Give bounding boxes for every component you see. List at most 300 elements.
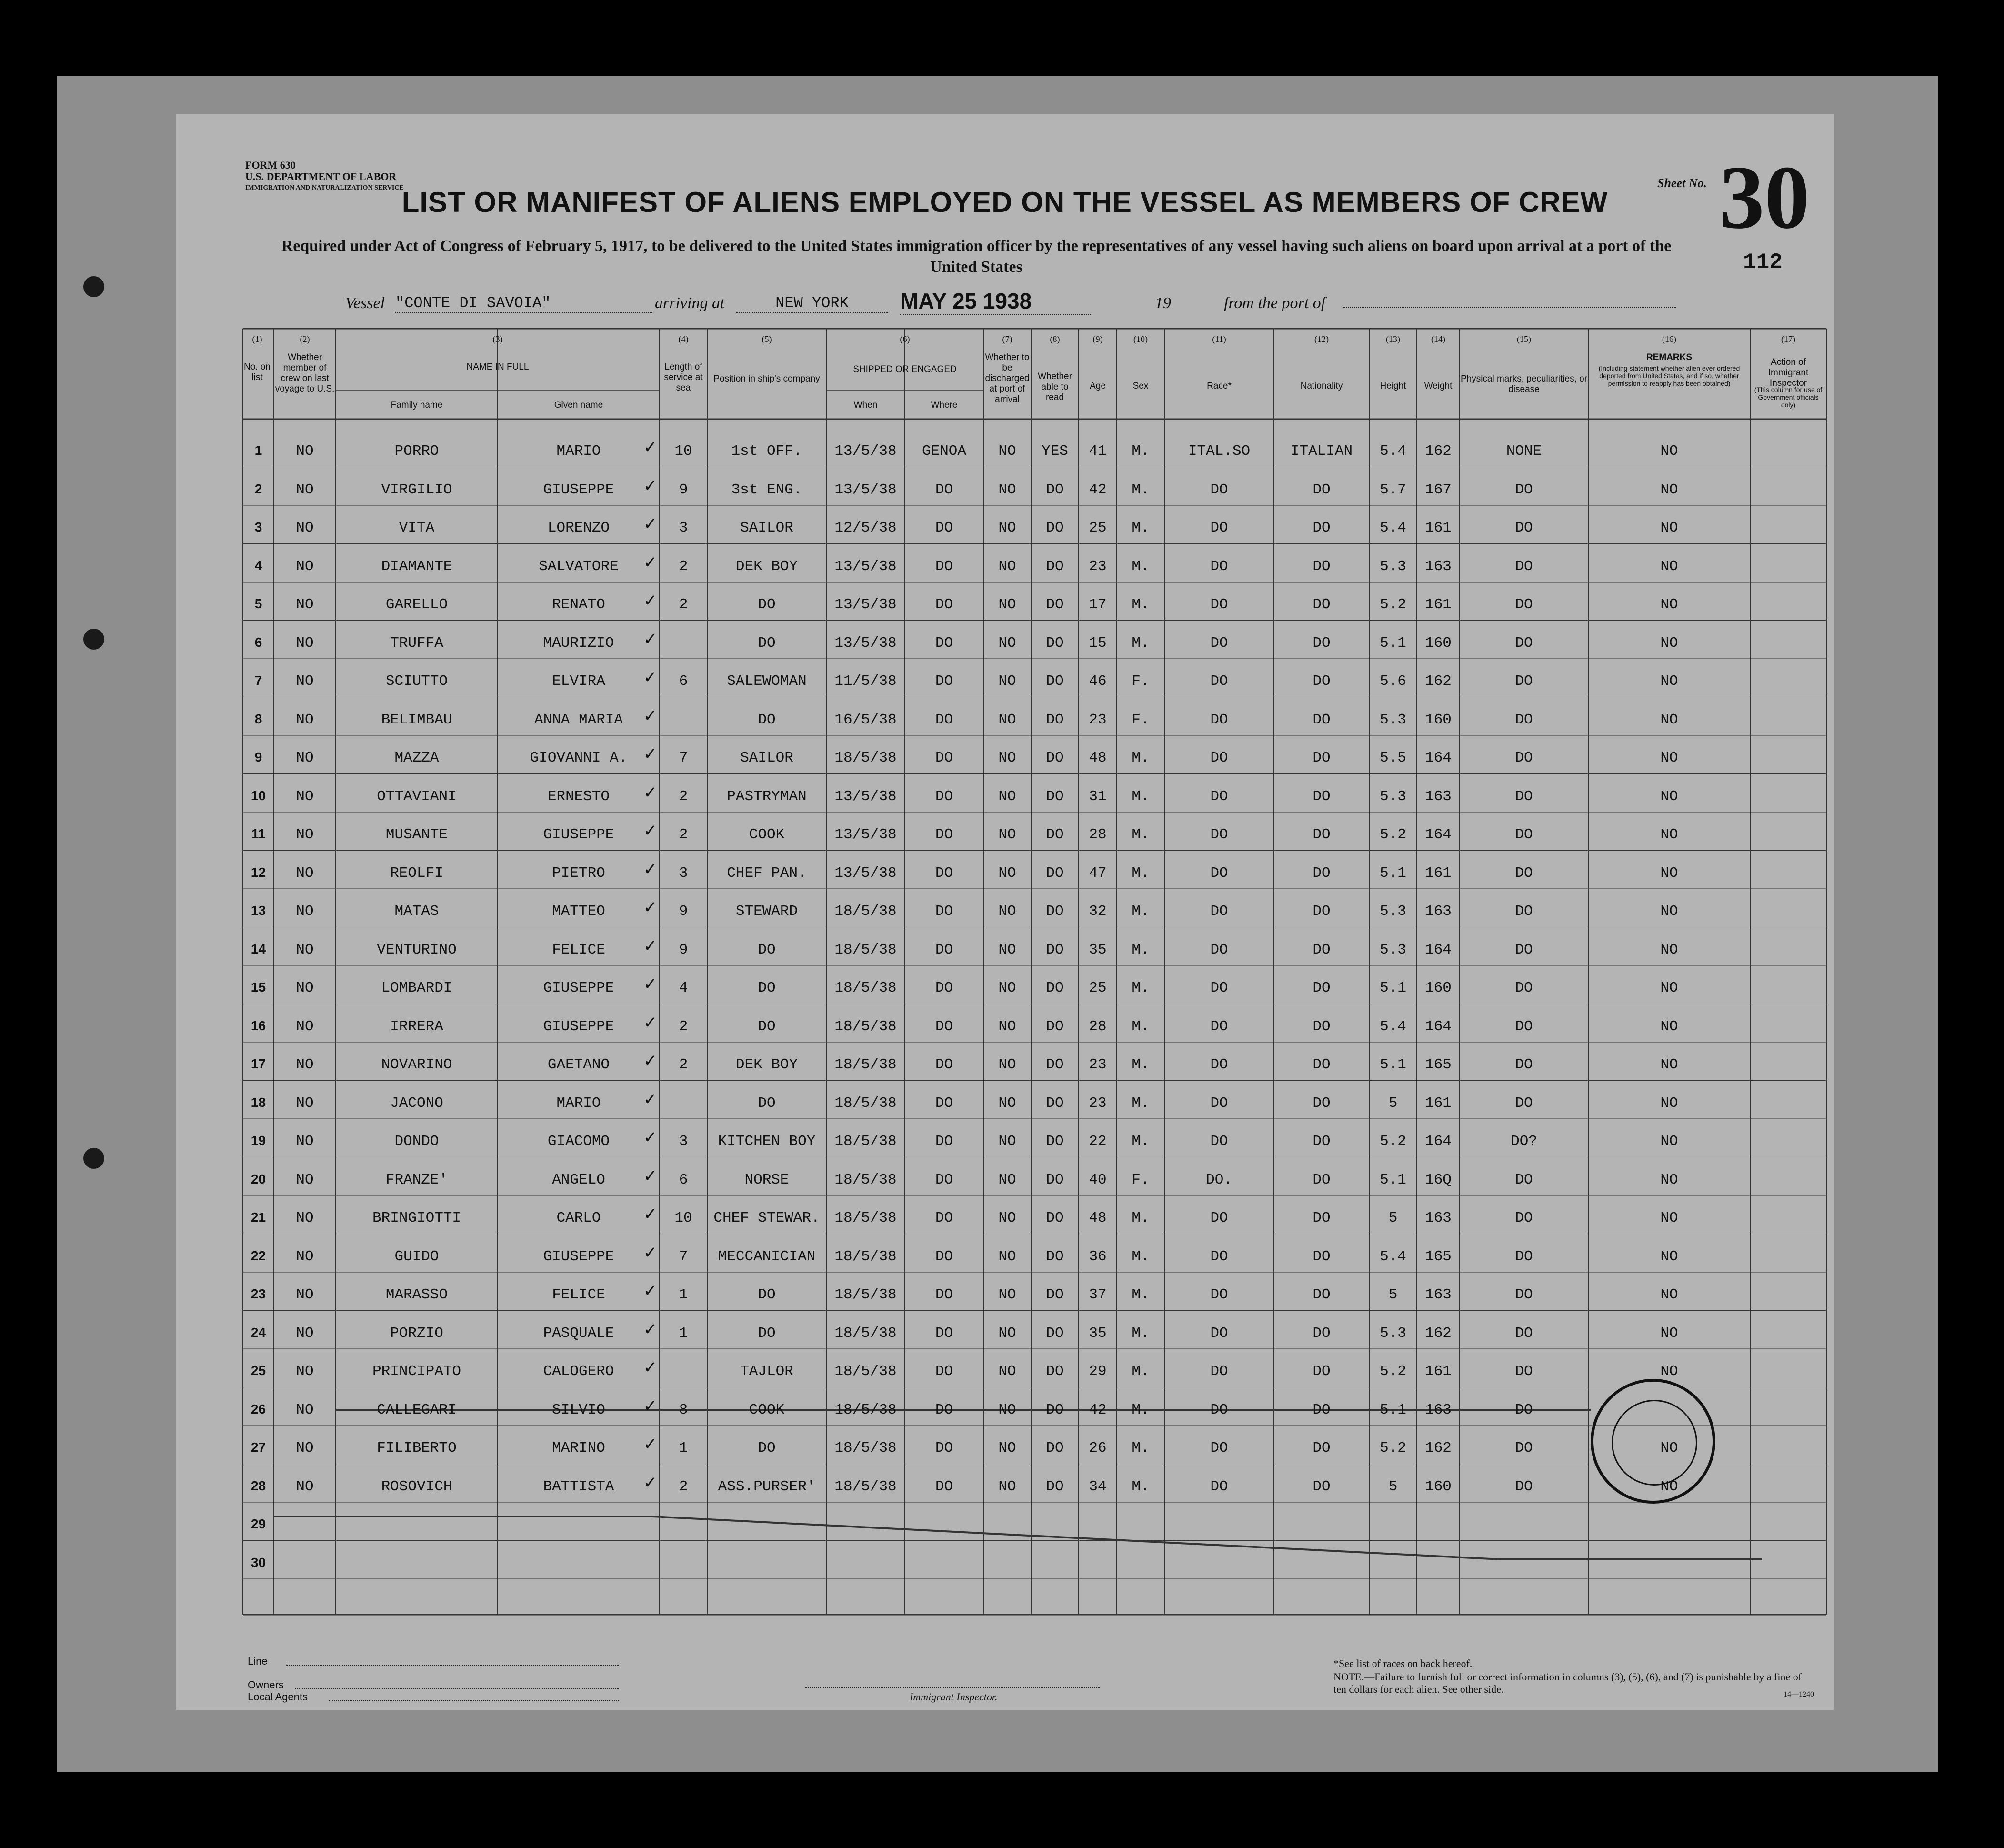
cell-family: PRINCIPATO — [372, 1363, 461, 1380]
cell-when: 12/5/38 — [834, 520, 897, 536]
cell-service: 1 — [679, 1325, 688, 1342]
cell-age: 25 — [1089, 520, 1107, 536]
cell-service: 10 — [674, 1210, 692, 1226]
cell-age: 31 — [1089, 788, 1107, 805]
cell-age: 46 — [1089, 673, 1107, 690]
cell-height: 5.4 — [1380, 1248, 1406, 1265]
cell-remarks: NO — [1660, 903, 1678, 920]
col-1-header: No. on list — [244, 362, 271, 382]
col-7-header: Whether to be discharged at port of arrival — [985, 352, 1030, 404]
check-mark-icon: ✓ — [644, 898, 656, 919]
cell-race: DO — [1210, 1325, 1228, 1342]
cell-age: 48 — [1089, 1210, 1107, 1226]
cell-where: DO — [935, 1248, 953, 1265]
cell-position: SAILOR — [740, 750, 793, 766]
cell-nationality: DO — [1313, 980, 1331, 996]
cell-service: 10 — [674, 443, 692, 460]
cell-where: DO — [935, 1095, 953, 1112]
cell-nationality: ITALIAN — [1290, 443, 1353, 460]
cell-family: REOLFI — [390, 864, 443, 882]
cell-family: OTTAVIANI — [377, 788, 457, 805]
cell-service: 9 — [679, 481, 688, 498]
seal-eagle — [1612, 1400, 1697, 1486]
cell-race: DO — [1210, 1018, 1228, 1035]
cell-weight: 162 — [1425, 443, 1452, 460]
cell-given: MARIO — [556, 1095, 601, 1112]
check-mark-icon: ✓ — [644, 1166, 656, 1188]
check-mark-icon: ✓ — [644, 1243, 656, 1265]
cell-remarks: NO — [1660, 481, 1678, 498]
cell-given: PASQUALE — [543, 1325, 614, 1342]
check-mark-icon: ✓ — [644, 1435, 656, 1456]
cell-nationality: DO — [1313, 481, 1331, 498]
cell-marks: DO — [1515, 1056, 1533, 1073]
cell-height: 5.1 — [1380, 980, 1406, 996]
cell-read: DO — [1046, 558, 1064, 575]
cell-when: 18/5/38 — [834, 1325, 897, 1342]
row-number: 21 — [250, 1210, 266, 1225]
cell-height: 5.1 — [1380, 1056, 1406, 1073]
cell-sex: M. — [1132, 1095, 1150, 1112]
sheet-subnumber: 112 — [1743, 250, 1783, 275]
col-17-header: Action of Immigrant Inspector — [1768, 357, 1809, 388]
cell-nationality: DO — [1313, 711, 1331, 728]
cell-weight: 164 — [1425, 750, 1452, 766]
cell-given: FELICE — [552, 941, 605, 958]
cell-height: 5 — [1388, 1286, 1398, 1303]
given-name-header: Given name — [554, 400, 603, 410]
cell-discharged: NO — [998, 1171, 1016, 1188]
cell-last: NO — [296, 1478, 314, 1495]
cell-height: 5.2 — [1380, 1363, 1406, 1380]
cell-height: 5.3 — [1380, 903, 1406, 920]
cell-nationality: DO — [1313, 826, 1331, 843]
col-16-subheader: (Including statement whether alien ever ordered deported from United States, and if so, whether permission to reapply has been obtained) — [1598, 364, 1740, 387]
cell-position: DEK BOY — [735, 1056, 798, 1073]
row-number: 11 — [251, 826, 266, 841]
cell-last: NO — [296, 596, 314, 613]
cell-nationality: DO — [1313, 673, 1331, 690]
cell-last: NO — [296, 750, 314, 766]
check-mark-icon: ✓ — [644, 629, 656, 651]
cell-discharged: NO — [998, 673, 1016, 690]
cell-race: DO — [1210, 1056, 1228, 1073]
cell-service: 3 — [679, 1133, 688, 1150]
row-number: 30 — [250, 1555, 266, 1570]
row-number: 23 — [250, 1286, 266, 1301]
cell-weight: 161 — [1425, 864, 1452, 882]
manifest-sheet — [176, 114, 1834, 1710]
check-mark-icon: ✓ — [644, 1281, 656, 1303]
cell-sex: M. — [1132, 1056, 1150, 1073]
row-number: 15 — [250, 980, 266, 994]
cell-position: DO — [758, 1095, 776, 1112]
cell-service: 2 — [679, 596, 688, 613]
cell-discharged: NO — [998, 1478, 1016, 1495]
row-number: 8 — [254, 711, 262, 726]
cell-read: DO — [1046, 788, 1064, 805]
cell-sex: M. — [1132, 864, 1150, 882]
check-mark-icon: ✓ — [644, 1051, 656, 1073]
cell-nationality: DO — [1313, 558, 1331, 575]
cell-family: BELIMBAU — [381, 711, 452, 728]
cell-read: DO — [1046, 903, 1064, 920]
row-number: 3 — [254, 520, 262, 534]
check-mark-icon: ✓ — [644, 476, 656, 498]
cell-nationality: DO — [1313, 596, 1331, 613]
cell-service: 7 — [679, 750, 688, 766]
cell-last: NO — [296, 864, 314, 882]
row-number: 14 — [250, 941, 266, 956]
cell-service: 2 — [679, 1018, 688, 1035]
print-code: 14—1240 — [1784, 1690, 1814, 1698]
cell-age: 40 — [1089, 1171, 1107, 1188]
cell-sex: M. — [1132, 1401, 1150, 1418]
cell-where: DO — [935, 1210, 953, 1226]
cell-height: 5.3 — [1380, 711, 1406, 728]
cell-position: SALEWOMAN — [727, 673, 807, 690]
cell-marks: DO — [1515, 1171, 1533, 1188]
cell-where: DO — [935, 481, 953, 498]
row-number: 2 — [254, 481, 262, 496]
binder-hole — [83, 1148, 104, 1169]
cell-nationality: DO — [1313, 750, 1331, 766]
cell-nationality: DO — [1313, 903, 1331, 920]
cell-family: TRUFFA — [390, 634, 443, 652]
cell-read: DO — [1046, 1401, 1064, 1418]
year-label: 19 — [1155, 294, 1171, 312]
consulate-seal — [1591, 1379, 1715, 1504]
cell-height: 5.4 — [1380, 1018, 1406, 1035]
sheet-number: 30 — [1719, 148, 1810, 248]
row-number: 10 — [250, 788, 266, 803]
cell-age: 48 — [1089, 750, 1107, 766]
cell-remarks: NO — [1660, 1056, 1678, 1073]
row-number: 18 — [250, 1095, 266, 1110]
when-header: When — [853, 400, 878, 410]
cell-remarks: NO — [1660, 1478, 1678, 1495]
cell-weight: 161 — [1425, 520, 1452, 536]
cell-age: 17 — [1089, 596, 1107, 613]
cell-when: 18/5/38 — [834, 941, 897, 958]
check-mark-icon: ✓ — [644, 1205, 656, 1226]
cell-family: FRANZE' — [385, 1171, 448, 1188]
cell-read: DO — [1046, 980, 1064, 996]
cell-discharged: NO — [998, 826, 1016, 843]
cell-family: ROSOVICH — [381, 1478, 452, 1495]
service-name: IMMIGRATION AND NATURALIZATION SERVICE — [245, 184, 404, 191]
cell-race: DO — [1210, 1440, 1228, 1456]
cell-height: 5.3 — [1380, 558, 1406, 575]
cell-nationality: DO — [1313, 941, 1331, 958]
cell-given: CARLO — [556, 1210, 601, 1226]
cell-family: VITA — [399, 520, 435, 536]
cell-family: PORRO — [394, 443, 439, 460]
cell-sex: M. — [1132, 1286, 1150, 1303]
arriving-label: arriving at — [655, 294, 725, 312]
cell-weight: 161 — [1425, 1363, 1452, 1380]
cell-when: 13/5/38 — [834, 634, 897, 652]
cell-read: DO — [1046, 864, 1064, 882]
cell-service: 6 — [679, 1171, 688, 1188]
cell-height: 5.2 — [1380, 1440, 1406, 1456]
cell-read: DO — [1046, 1133, 1064, 1150]
col-8-number: (8) — [1050, 334, 1060, 344]
cell-race: DO — [1210, 1095, 1228, 1112]
cell-discharged: NO — [998, 1363, 1016, 1380]
cell-position: DO — [758, 1286, 776, 1303]
cell-discharged: NO — [998, 1286, 1016, 1303]
cell-age: 28 — [1089, 826, 1107, 843]
cell-remarks: NO — [1660, 1286, 1678, 1303]
cell-age: 35 — [1089, 1325, 1107, 1342]
row-number: 24 — [250, 1325, 266, 1340]
cell-race: DO — [1210, 941, 1228, 958]
cell-family: MARASSO — [385, 1286, 448, 1303]
cell-marks: DO — [1515, 596, 1533, 613]
cell-remarks: NO — [1660, 1440, 1678, 1456]
cell-race: DO — [1210, 634, 1228, 652]
cell-remarks: NO — [1660, 980, 1678, 996]
col-7-number: (7) — [1002, 334, 1012, 344]
cell-marks: DO — [1515, 1248, 1533, 1265]
cell-remarks: NO — [1660, 558, 1678, 575]
cell-given: CALOGERO — [543, 1363, 614, 1380]
check-mark-icon: ✓ — [644, 783, 656, 804]
cell-last: NO — [296, 903, 314, 920]
check-mark-icon: ✓ — [644, 1396, 656, 1418]
cell-discharged: NO — [998, 443, 1016, 460]
cell-race: DO — [1210, 673, 1228, 690]
col-1-number: (1) — [252, 334, 262, 344]
sheet-number-label: Sheet No. — [1657, 176, 1707, 190]
cell-read: DO — [1046, 481, 1064, 498]
cell-weight: 164 — [1425, 1018, 1452, 1035]
cell-sex: M. — [1132, 980, 1150, 996]
cell-when: 18/5/38 — [834, 1056, 897, 1073]
cell-given: MAURIZIO — [543, 634, 614, 652]
cell-family: VENTURINO — [377, 941, 457, 958]
cell-nationality: DO — [1313, 1401, 1331, 1418]
check-mark-icon: ✓ — [644, 974, 656, 996]
cell-read: DO — [1046, 941, 1064, 958]
cell-last: NO — [296, 980, 314, 996]
cell-last: NO — [296, 443, 314, 460]
cell-family: LOMBARDI — [381, 980, 452, 996]
cell-when: 13/5/38 — [834, 826, 897, 843]
check-mark-icon: ✓ — [644, 438, 656, 459]
cell-where: DO — [935, 711, 953, 728]
department-name: U.S. DEPARTMENT OF LABOR — [245, 171, 397, 182]
cell-height: 5.3 — [1380, 941, 1406, 958]
cell-race: DO. — [1206, 1171, 1232, 1188]
cell-given: GIUSEPPE — [543, 1018, 614, 1035]
cell-discharged: NO — [998, 634, 1016, 652]
cell-when: 13/5/38 — [834, 864, 897, 882]
race-note: *See list of races on back hereof. — [1333, 1657, 1473, 1669]
cell-last: NO — [296, 1248, 314, 1265]
cell-last: NO — [296, 941, 314, 958]
cell-position: DO — [758, 1018, 776, 1035]
cell-where: GENOA — [922, 443, 966, 460]
penalty-note: NOTE.—Failure to furnish full or correct information in columns (3), (5), (6), and (7) is punishable by a fine of ten dollars for each alien. See other side. — [1333, 1671, 1802, 1695]
cell-read: DO — [1046, 1018, 1064, 1035]
cell-discharged: NO — [998, 596, 1016, 613]
col-11-number: (11) — [1212, 334, 1226, 344]
cell-read: DO — [1046, 750, 1064, 766]
cell-given: BATTISTA — [543, 1478, 614, 1495]
cell-race: DO — [1210, 520, 1228, 536]
cell-sex: F. — [1132, 711, 1150, 728]
cell-when: 13/5/38 — [834, 443, 897, 460]
cell-age: 34 — [1089, 1478, 1107, 1495]
owners-label: Owners — [248, 1679, 284, 1691]
cell-last: NO — [296, 1171, 314, 1188]
cell-marks: DO — [1515, 1018, 1533, 1035]
cell-sex: M. — [1132, 1133, 1150, 1150]
cell-marks: DO — [1515, 711, 1533, 728]
cell-position: 3st ENG. — [731, 481, 802, 498]
cell-family: FILIBERTO — [377, 1440, 457, 1456]
row-number: 1 — [254, 443, 262, 458]
check-mark-icon: ✓ — [644, 514, 656, 536]
cell-given: GIUSEPPE — [543, 826, 614, 843]
from-port-label: from the port of — [1224, 294, 1326, 312]
cell-where: DO — [935, 750, 953, 766]
owners-field — [295, 1688, 619, 1689]
cell-when: 18/5/38 — [834, 1440, 897, 1456]
cell-weight: 163 — [1425, 788, 1452, 805]
col-3-number: (3) — [492, 334, 503, 344]
cell-where: DO — [935, 1478, 953, 1495]
cell-discharged: NO — [998, 1210, 1016, 1226]
cell-sex: M. — [1132, 941, 1150, 958]
cell-race: DO — [1210, 826, 1228, 843]
check-mark-icon: ✓ — [644, 668, 656, 689]
cell-race: DO — [1210, 1210, 1228, 1226]
cell-weight: 160 — [1425, 711, 1452, 728]
cell-where: DO — [935, 1286, 953, 1303]
cell-given: MATTEO — [552, 903, 605, 920]
cell-service: 2 — [679, 1056, 688, 1073]
cell-nationality: DO — [1313, 1056, 1331, 1073]
cell-when: 18/5/38 — [834, 980, 897, 996]
col-17-number: (17) — [1781, 334, 1795, 344]
cell-height: 5.2 — [1380, 826, 1406, 843]
cell-sex: M. — [1132, 750, 1150, 766]
cell-remarks: NO — [1660, 1210, 1678, 1226]
cell-remarks: NO — [1660, 1133, 1678, 1150]
cell-service: 9 — [679, 903, 688, 920]
form-number: FORM 630 — [245, 159, 296, 171]
cell-age: 35 — [1089, 941, 1107, 958]
binder-hole — [83, 276, 104, 297]
cell-sex: M. — [1132, 634, 1150, 652]
check-mark-icon: ✓ — [644, 1013, 656, 1034]
cell-weight: 163 — [1425, 558, 1452, 575]
cell-marks: DO — [1515, 788, 1533, 805]
cell-last: NO — [296, 1133, 314, 1150]
cell-service: 1 — [679, 1286, 688, 1303]
cell-height: 5.5 — [1380, 750, 1406, 766]
page-title: LIST OR MANIFEST OF ALIENS EMPLOYED ON THE VESSEL AS MEMBERS OF CREW — [401, 186, 1608, 218]
cell-read: DO — [1046, 596, 1064, 613]
cell-last: NO — [296, 673, 314, 690]
cell-when: 18/5/38 — [834, 1286, 897, 1303]
cell-sex: M. — [1132, 558, 1150, 575]
cell-nationality: DO — [1313, 864, 1331, 882]
cell-discharged: NO — [998, 481, 1016, 498]
cell-where: DO — [935, 1056, 953, 1073]
cell-remarks: NO — [1660, 826, 1678, 843]
cell-service: 2 — [679, 558, 688, 575]
col-12-number: (12) — [1314, 334, 1329, 344]
cell-read: DO — [1046, 826, 1064, 843]
cell-read: DO — [1046, 711, 1064, 728]
cell-remarks: NO — [1660, 1095, 1678, 1112]
cell-where: DO — [935, 1401, 953, 1418]
cell-read: DO — [1046, 1325, 1064, 1342]
row-number: 20 — [250, 1171, 266, 1186]
cell-weight: 160 — [1425, 634, 1452, 652]
row-number: 22 — [250, 1248, 266, 1263]
cell-remarks: NO — [1660, 711, 1678, 728]
cell-position: ASS.PURSER' — [718, 1478, 816, 1495]
cell-where: DO — [935, 941, 953, 958]
cell-remarks: NO — [1660, 1363, 1678, 1380]
cell-height: 5.1 — [1380, 1171, 1406, 1188]
col-3-header: NAME IN FULL — [466, 362, 529, 372]
cell-age: 29 — [1089, 1363, 1107, 1380]
cell-age: 22 — [1089, 1133, 1107, 1150]
cell-position: DO — [758, 1440, 776, 1456]
cell-marks: NONE — [1506, 443, 1542, 460]
cell-when: 18/5/38 — [834, 1248, 897, 1265]
cell-age: 41 — [1089, 443, 1107, 460]
cell-height: 5.1 — [1380, 634, 1406, 652]
cell-family: JACONO — [390, 1095, 443, 1112]
cell-height: 5 — [1388, 1478, 1398, 1495]
cell-when: 18/5/38 — [834, 1210, 897, 1226]
cell-given: ERNESTO — [547, 788, 610, 805]
cell-race: DO — [1210, 1133, 1228, 1150]
cell-where: DO — [935, 1133, 953, 1150]
cell-discharged: NO — [998, 903, 1016, 920]
local-agents-label: Local Agents — [248, 1691, 308, 1703]
cell-weight: 163 — [1425, 1401, 1452, 1418]
cell-marks: DO — [1515, 864, 1533, 882]
col-14-number: (14) — [1431, 334, 1445, 344]
cell-marks: DO — [1515, 673, 1533, 690]
cell-age: 37 — [1089, 1286, 1107, 1303]
cell-marks: DO — [1515, 481, 1533, 498]
cell-nationality: DO — [1313, 1363, 1331, 1380]
row-number: 29 — [250, 1517, 266, 1531]
cell-race: DO — [1210, 980, 1228, 996]
cell-weight: 164 — [1425, 826, 1452, 843]
cell-marks: DO — [1515, 1095, 1533, 1112]
cell-weight: 161 — [1425, 596, 1452, 613]
col-14-header: Weight — [1424, 381, 1453, 391]
cell-last: NO — [296, 1095, 314, 1112]
cell-discharged: NO — [998, 864, 1016, 882]
cell-read: DO — [1046, 673, 1064, 690]
cell-race: DO — [1210, 788, 1228, 805]
cell-position: TAJLOR — [740, 1363, 793, 1380]
col-4-header: Length of service at sea — [664, 362, 703, 393]
cell-weight: 163 — [1425, 1210, 1452, 1226]
cell-discharged: NO — [998, 750, 1016, 766]
